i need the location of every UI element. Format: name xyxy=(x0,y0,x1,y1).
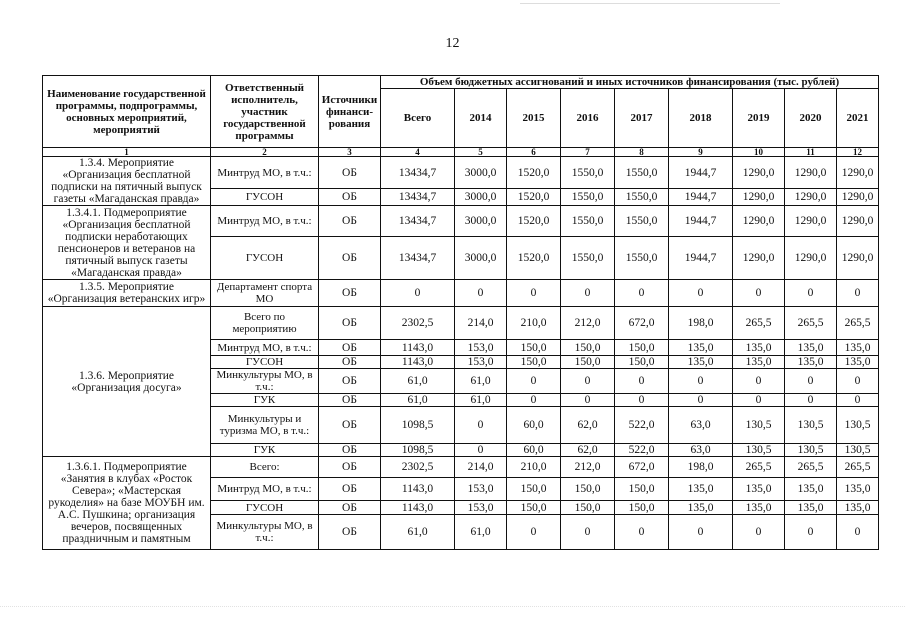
year-value-cell: 130,5 xyxy=(785,444,837,457)
year-value-cell: 153,0 xyxy=(455,340,507,356)
total-cell: 1143,0 xyxy=(381,340,455,356)
year-value-cell: 135,0 xyxy=(785,356,837,369)
header-executor: Ответственный исполнитель, участник государственной программы xyxy=(211,76,319,148)
year-value-cell: 150,0 xyxy=(561,501,615,515)
year-value-cell: 0 xyxy=(733,515,785,550)
executor-cell: Минтруд МО, в т.ч.: xyxy=(211,157,319,189)
year-value-cell: 150,0 xyxy=(615,356,669,369)
year-value-cell: 0 xyxy=(837,369,879,394)
year-value-cell: 135,0 xyxy=(785,478,837,501)
source-cell: ОБ xyxy=(319,237,381,280)
header-year: 2019 xyxy=(733,89,785,148)
year-value-cell: 135,0 xyxy=(669,501,733,515)
year-value-cell: 0 xyxy=(507,369,561,394)
source-cell: ОБ xyxy=(319,369,381,394)
year-value-cell: 130,5 xyxy=(837,407,879,444)
total-cell: 2302,5 xyxy=(381,457,455,478)
total-cell: 13434,7 xyxy=(381,206,455,237)
year-value-cell: 135,0 xyxy=(733,340,785,356)
year-value-cell: 150,0 xyxy=(507,478,561,501)
year-value-cell: 135,0 xyxy=(785,340,837,356)
year-value-cell: 1290,0 xyxy=(785,189,837,206)
year-value-cell: 135,0 xyxy=(837,478,879,501)
year-value-cell: 150,0 xyxy=(561,478,615,501)
year-value-cell: 1290,0 xyxy=(785,237,837,280)
activity-name-cell: 1.3.6. Мероприятие «Организация досуга» xyxy=(43,307,211,457)
year-value-cell: 63,0 xyxy=(669,407,733,444)
year-value-cell: 130,5 xyxy=(733,407,785,444)
header-year: 2021 xyxy=(837,89,879,148)
table-row xyxy=(43,280,879,307)
year-value-cell: 1290,0 xyxy=(837,189,879,206)
year-value-cell: 1944,7 xyxy=(669,189,733,206)
year-value-cell: 3000,0 xyxy=(455,157,507,189)
year-value-cell: 150,0 xyxy=(615,340,669,356)
year-value-cell: 1550,0 xyxy=(561,237,615,280)
year-value-cell: 153,0 xyxy=(455,478,507,501)
header-year: 2018 xyxy=(669,89,733,148)
year-value-cell: 150,0 xyxy=(507,340,561,356)
total-cell: 1143,0 xyxy=(381,356,455,369)
year-value-cell: 0 xyxy=(669,369,733,394)
year-value-cell: 0 xyxy=(785,515,837,550)
total-cell: 61,0 xyxy=(381,369,455,394)
source-cell: ОБ xyxy=(319,356,381,369)
column-number: 4 xyxy=(381,148,455,157)
year-value-cell: 153,0 xyxy=(455,356,507,369)
year-value-cell: 0 xyxy=(669,280,733,307)
year-value-cell: 150,0 xyxy=(507,501,561,515)
year-value-cell: 0 xyxy=(455,444,507,457)
source-cell: ОБ xyxy=(319,457,381,478)
year-value-cell: 210,0 xyxy=(507,307,561,340)
year-value-cell: 0 xyxy=(733,394,785,407)
year-value-cell: 1550,0 xyxy=(561,189,615,206)
year-value-cell: 1290,0 xyxy=(785,157,837,189)
column-number: 3 xyxy=(319,148,381,157)
source-cell: ОБ xyxy=(319,478,381,501)
year-value-cell: 1290,0 xyxy=(733,157,785,189)
table-row xyxy=(43,157,879,189)
year-value-cell: 212,0 xyxy=(561,457,615,478)
year-value-cell: 1290,0 xyxy=(733,237,785,280)
year-value-cell: 265,5 xyxy=(733,307,785,340)
table-row xyxy=(43,457,879,478)
activity-name-cell: 1.3.6.1. Подмероприятие «Занятия в клубах «Росток Севера»; «Мастерская рукоделия» на базе МОУБН им. А.С. Пушкина; организация вечеров, посвященных праздничным и памятным xyxy=(43,457,211,550)
year-value-cell: 1550,0 xyxy=(561,206,615,237)
header-volume: Объем бюджетных ассигнований и иных источников финансирования (тыс. рублей) xyxy=(381,76,879,89)
year-value-cell: 135,0 xyxy=(669,356,733,369)
activity-name-cell: 1.3.5. Мероприятие «Организация ветеранских игр» xyxy=(43,280,211,307)
year-value-cell: 1550,0 xyxy=(615,157,669,189)
executor-cell: Минкультуры МО, в т.ч.: xyxy=(211,515,319,550)
year-value-cell: 0 xyxy=(561,369,615,394)
year-value-cell: 3000,0 xyxy=(455,237,507,280)
year-value-cell: 1290,0 xyxy=(837,157,879,189)
table-body xyxy=(43,157,879,550)
executor-cell: Минтруд МО, в т.ч.: xyxy=(211,478,319,501)
year-value-cell: 130,5 xyxy=(837,444,879,457)
year-value-cell: 1290,0 xyxy=(837,237,879,280)
year-value-cell: 61,0 xyxy=(455,369,507,394)
column-number: 1 xyxy=(43,148,211,157)
source-cell: ОБ xyxy=(319,189,381,206)
year-value-cell: 1550,0 xyxy=(615,189,669,206)
source-cell: ОБ xyxy=(319,407,381,444)
year-value-cell: 0 xyxy=(837,515,879,550)
header-year: 2015 xyxy=(507,89,561,148)
source-cell: ОБ xyxy=(319,280,381,307)
column-number: 10 xyxy=(733,148,785,157)
source-cell: ОБ xyxy=(319,515,381,550)
year-value-cell: 0 xyxy=(837,394,879,407)
year-value-cell: 60,0 xyxy=(507,444,561,457)
year-value-cell: 198,0 xyxy=(669,457,733,478)
executor-cell: Всего по мероприятию xyxy=(211,307,319,340)
executor-cell: Минтруд МО, в т.ч.: xyxy=(211,340,319,356)
year-value-cell: 0 xyxy=(507,394,561,407)
year-value-cell: 0 xyxy=(733,369,785,394)
year-value-cell: 0 xyxy=(455,407,507,444)
total-cell: 1098,5 xyxy=(381,444,455,457)
year-value-cell: 135,0 xyxy=(837,340,879,356)
year-value-cell: 672,0 xyxy=(615,307,669,340)
year-value-cell: 1944,7 xyxy=(669,237,733,280)
year-value-cell: 1520,0 xyxy=(507,206,561,237)
year-value-cell: 0 xyxy=(561,394,615,407)
column-number: 8 xyxy=(615,148,669,157)
year-value-cell: 0 xyxy=(561,280,615,307)
year-value-cell: 1290,0 xyxy=(785,206,837,237)
year-value-cell: 214,0 xyxy=(455,307,507,340)
year-value-cell: 135,0 xyxy=(837,501,879,515)
year-value-cell: 265,5 xyxy=(733,457,785,478)
year-value-cell: 672,0 xyxy=(615,457,669,478)
year-value-cell: 150,0 xyxy=(561,356,615,369)
year-value-cell: 135,0 xyxy=(733,356,785,369)
year-value-cell: 522,0 xyxy=(615,444,669,457)
year-value-cell: 210,0 xyxy=(507,457,561,478)
year-value-cell: 0 xyxy=(561,515,615,550)
year-value-cell: 61,0 xyxy=(455,515,507,550)
total-cell: 13434,7 xyxy=(381,237,455,280)
activity-name-cell: 1.3.4. Мероприятие «Организация бесплатной подписки на пятичный выпуск газеты «Магаданская правда» xyxy=(43,157,211,206)
year-value-cell: 61,0 xyxy=(455,394,507,407)
year-value-cell: 0 xyxy=(507,515,561,550)
total-cell: 61,0 xyxy=(381,515,455,550)
year-value-cell: 0 xyxy=(785,280,837,307)
header-name: Наименование государственной программы, подпрограммы, основных мероприятий, мероприятий xyxy=(43,76,211,148)
year-value-cell: 130,5 xyxy=(785,407,837,444)
year-value-cell: 1290,0 xyxy=(733,206,785,237)
year-value-cell: 3000,0 xyxy=(455,189,507,206)
header-year: 2016 xyxy=(561,89,615,148)
year-value-cell: 0 xyxy=(733,280,785,307)
year-value-cell: 3000,0 xyxy=(455,206,507,237)
year-value-cell: 0 xyxy=(615,394,669,407)
year-value-cell: 1520,0 xyxy=(507,237,561,280)
year-value-cell: 130,5 xyxy=(733,444,785,457)
column-number: 9 xyxy=(669,148,733,157)
year-value-cell: 0 xyxy=(615,369,669,394)
scan-artifact-line xyxy=(520,3,780,4)
source-cell: ОБ xyxy=(319,340,381,356)
year-value-cell: 153,0 xyxy=(455,501,507,515)
year-value-cell: 0 xyxy=(615,515,669,550)
year-value-cell: 1550,0 xyxy=(615,206,669,237)
column-numbers-row xyxy=(43,148,879,157)
year-value-cell: 0 xyxy=(669,515,733,550)
column-number: 7 xyxy=(561,148,615,157)
year-value-cell: 212,0 xyxy=(561,307,615,340)
year-value-cell: 135,0 xyxy=(837,356,879,369)
year-value-cell: 135,0 xyxy=(733,501,785,515)
source-cell: ОБ xyxy=(319,307,381,340)
budget-table xyxy=(42,75,879,550)
year-value-cell: 1290,0 xyxy=(837,206,879,237)
executor-cell: Всего: xyxy=(211,457,319,478)
year-value-cell: 265,5 xyxy=(837,307,879,340)
year-value-cell: 0 xyxy=(507,280,561,307)
total-cell: 1098,5 xyxy=(381,407,455,444)
total-cell: 13434,7 xyxy=(381,157,455,189)
year-value-cell: 62,0 xyxy=(561,444,615,457)
year-value-cell: 0 xyxy=(615,280,669,307)
column-number: 12 xyxy=(837,148,879,157)
page-number: 12 xyxy=(445,36,460,51)
scan-artifact-dots xyxy=(0,606,905,617)
executor-cell: ГУСОН xyxy=(211,237,319,280)
year-value-cell: 150,0 xyxy=(615,478,669,501)
total-cell: 0 xyxy=(381,280,455,307)
header-source: Источники финанси-рования xyxy=(319,76,381,148)
year-value-cell: 265,5 xyxy=(785,307,837,340)
activity-name-cell: 1.3.4.1. Подмероприятие «Организация бесплатной подписки неработающих пенсионеров и ветеранов на пятичный выпуск газеты «Магаданская правда» xyxy=(43,206,211,280)
year-value-cell: 265,5 xyxy=(785,457,837,478)
executor-cell: Минтруд МО, в т.ч.: xyxy=(211,206,319,237)
year-value-cell: 1550,0 xyxy=(561,157,615,189)
year-value-cell: 0 xyxy=(785,369,837,394)
year-value-cell: 1520,0 xyxy=(507,189,561,206)
year-value-cell: 0 xyxy=(669,394,733,407)
total-cell: 13434,7 xyxy=(381,189,455,206)
executor-cell: Минкультуры и туризма МО, в т.ч.: xyxy=(211,407,319,444)
executor-cell: ГУК xyxy=(211,444,319,457)
year-value-cell: 135,0 xyxy=(785,501,837,515)
year-value-cell: 150,0 xyxy=(615,501,669,515)
table-header xyxy=(43,76,879,157)
total-cell: 1143,0 xyxy=(381,478,455,501)
source-cell: ОБ xyxy=(319,444,381,457)
year-value-cell: 62,0 xyxy=(561,407,615,444)
year-value-cell: 150,0 xyxy=(561,340,615,356)
year-value-cell: 150,0 xyxy=(507,356,561,369)
table-row xyxy=(43,206,879,237)
year-value-cell: 265,5 xyxy=(837,457,879,478)
header-year: 2017 xyxy=(615,89,669,148)
year-value-cell: 1290,0 xyxy=(733,189,785,206)
year-value-cell: 63,0 xyxy=(669,444,733,457)
executor-cell: ГУСОН xyxy=(211,189,319,206)
total-cell: 2302,5 xyxy=(381,307,455,340)
year-value-cell: 135,0 xyxy=(733,478,785,501)
year-value-cell: 0 xyxy=(455,280,507,307)
executor-cell: ГУК xyxy=(211,394,319,407)
column-number: 6 xyxy=(507,148,561,157)
year-value-cell: 60,0 xyxy=(507,407,561,444)
source-cell: ОБ xyxy=(319,206,381,237)
year-value-cell: 1944,7 xyxy=(669,157,733,189)
year-value-cell: 135,0 xyxy=(669,478,733,501)
year-value-cell: 1944,7 xyxy=(669,206,733,237)
header-year: 2020 xyxy=(785,89,837,148)
table-row xyxy=(43,307,879,340)
total-cell: 1143,0 xyxy=(381,501,455,515)
column-number: 11 xyxy=(785,148,837,157)
column-number: 2 xyxy=(211,148,319,157)
header-total: Всего xyxy=(381,89,455,148)
column-number: 5 xyxy=(455,148,507,157)
header-year: 2014 xyxy=(455,89,507,148)
year-value-cell: 1520,0 xyxy=(507,157,561,189)
year-value-cell: 214,0 xyxy=(455,457,507,478)
executor-cell: ГУСОН xyxy=(211,501,319,515)
year-value-cell: 135,0 xyxy=(669,340,733,356)
executor-cell: ГУСОН xyxy=(211,356,319,369)
year-value-cell: 0 xyxy=(837,280,879,307)
source-cell: ОБ xyxy=(319,394,381,407)
year-value-cell: 522,0 xyxy=(615,407,669,444)
source-cell: ОБ xyxy=(319,157,381,189)
executor-cell: Департамент спорта МО xyxy=(211,280,319,307)
year-value-cell: 1550,0 xyxy=(615,237,669,280)
year-value-cell: 198,0 xyxy=(669,307,733,340)
source-cell: ОБ xyxy=(319,501,381,515)
total-cell: 61,0 xyxy=(381,394,455,407)
year-value-cell: 0 xyxy=(785,394,837,407)
executor-cell: Минкультуры МО, в т.ч.: xyxy=(211,369,319,394)
